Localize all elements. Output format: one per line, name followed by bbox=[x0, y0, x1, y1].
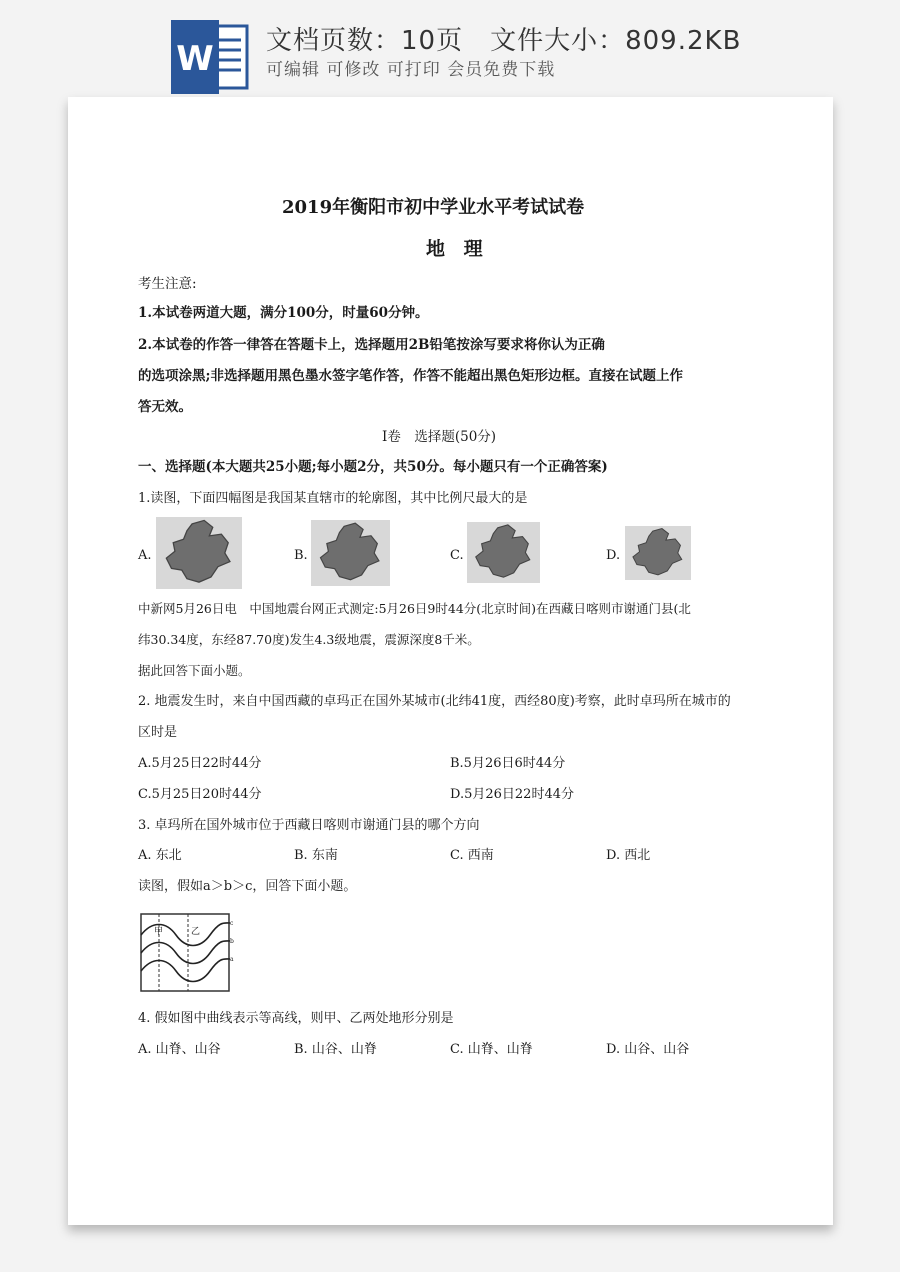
label-c: c bbox=[230, 920, 234, 927]
label-yi: 乙 bbox=[191, 927, 201, 937]
q1-option-b-label: B. bbox=[294, 548, 308, 563]
q1-map-a-image bbox=[156, 517, 242, 589]
part-title: 一、选择题(本大题共25小题;每小题2分，共50分。每小题只有一个正确答案) bbox=[138, 459, 608, 475]
q1-map-d-image bbox=[625, 526, 691, 580]
news-line-1: 中新网5月26日电 中国地震台网正式测定:5月26日9时44分(北京时间)在西藏日喀则市谢通门县(北 bbox=[138, 601, 691, 616]
banner-title: 文档页数：10页 文件大小：809.2KB bbox=[266, 26, 742, 56]
contour-line-figure bbox=[140, 913, 236, 993]
question-2-line-1: 2. 地震发生时，来自中国西藏的卓玛正在国外某城市(北纬41度，西经80度)考察，此时卓玛所在城市的 bbox=[138, 694, 731, 709]
q3-option-b: B. 东南 bbox=[294, 848, 338, 863]
q4-option-b: B. 山谷、山脊 bbox=[294, 1042, 377, 1057]
q2-option-b: B.5月26日6时44分 bbox=[450, 756, 566, 771]
q3-option-d: D. 西北 bbox=[606, 848, 651, 863]
q4-option-a: A. 山脊、山谷 bbox=[138, 1042, 221, 1057]
question-1: 1.读图，下面四幅图是我国某直辖市的轮廓图，其中比例尺最大的是 bbox=[138, 491, 528, 506]
label-jia: 甲 bbox=[154, 927, 164, 937]
document-banner bbox=[0, 0, 900, 96]
notice-heading: 考生注意: bbox=[138, 276, 197, 292]
question-3: 3. 卓玛所在国外城市位于西藏日喀则市谢通门县的哪个方向 bbox=[138, 818, 480, 833]
q2-option-c: C.5月25日20时44分 bbox=[138, 787, 262, 802]
question-2-line-2: 区时是 bbox=[138, 725, 178, 740]
q2-option-a: A.5月25日22时44分 bbox=[138, 756, 262, 771]
label-a: a bbox=[230, 956, 234, 963]
news-line-3: 据此回答下面小题。 bbox=[138, 663, 251, 678]
q1-map-c-image bbox=[467, 522, 540, 583]
section-title: Ⅰ卷 选择题(50分) bbox=[382, 429, 497, 445]
word-icon-letter: W bbox=[176, 39, 214, 79]
notice-item-1: 1.本试卷两道大题，满分100分，时量60分钟。 bbox=[138, 305, 429, 321]
label-b: b bbox=[230, 938, 234, 945]
question-4: 4. 假如图中曲线表示等高线，则甲、乙两处地形分别是 bbox=[138, 1011, 454, 1026]
q3-option-a: A. 东北 bbox=[138, 848, 182, 863]
q1-option-d-label: D. bbox=[606, 548, 621, 563]
notice-item-2-line-2: 的选项涂黑;非选择题用黑色墨水签字笔作答，作答不能超出黑色矩形边框。直接在试题上作 bbox=[138, 368, 683, 384]
news-line-2: 纬30.34度，东经87.70度)发生4.3级地震，震源深度8千米。 bbox=[138, 632, 480, 647]
q1-option-a-label: A. bbox=[138, 548, 152, 563]
q3-option-c: C. 西南 bbox=[450, 848, 494, 863]
q4-option-d: D. 山谷、山谷 bbox=[606, 1042, 690, 1057]
notice-item-2-line-1: 2.本试卷的作答一律答在答题卡上，选择题用2B铅笔按涂写要求将你认为正确 bbox=[138, 337, 605, 353]
q1-map-b-image bbox=[311, 520, 390, 586]
exam-subject: 地 理 bbox=[426, 238, 489, 260]
q4-option-c: C. 山脊、山脊 bbox=[450, 1042, 533, 1057]
notice-item-2-line-3: 答无效。 bbox=[138, 399, 192, 415]
banner-subtitle: 可编辑 可修改 可打印 会员免费下载 bbox=[266, 60, 556, 80]
q1-option-c-label: C. bbox=[450, 548, 464, 563]
read-figure-instruction: 读图，假如a＞b＞c，回答下面小题。 bbox=[138, 879, 357, 894]
word-document-icon bbox=[171, 20, 249, 94]
q2-option-d: D.5月26日22时44分 bbox=[450, 787, 574, 802]
exam-title: 2019年衡阳市初中学业水平考试试卷 bbox=[282, 197, 585, 218]
